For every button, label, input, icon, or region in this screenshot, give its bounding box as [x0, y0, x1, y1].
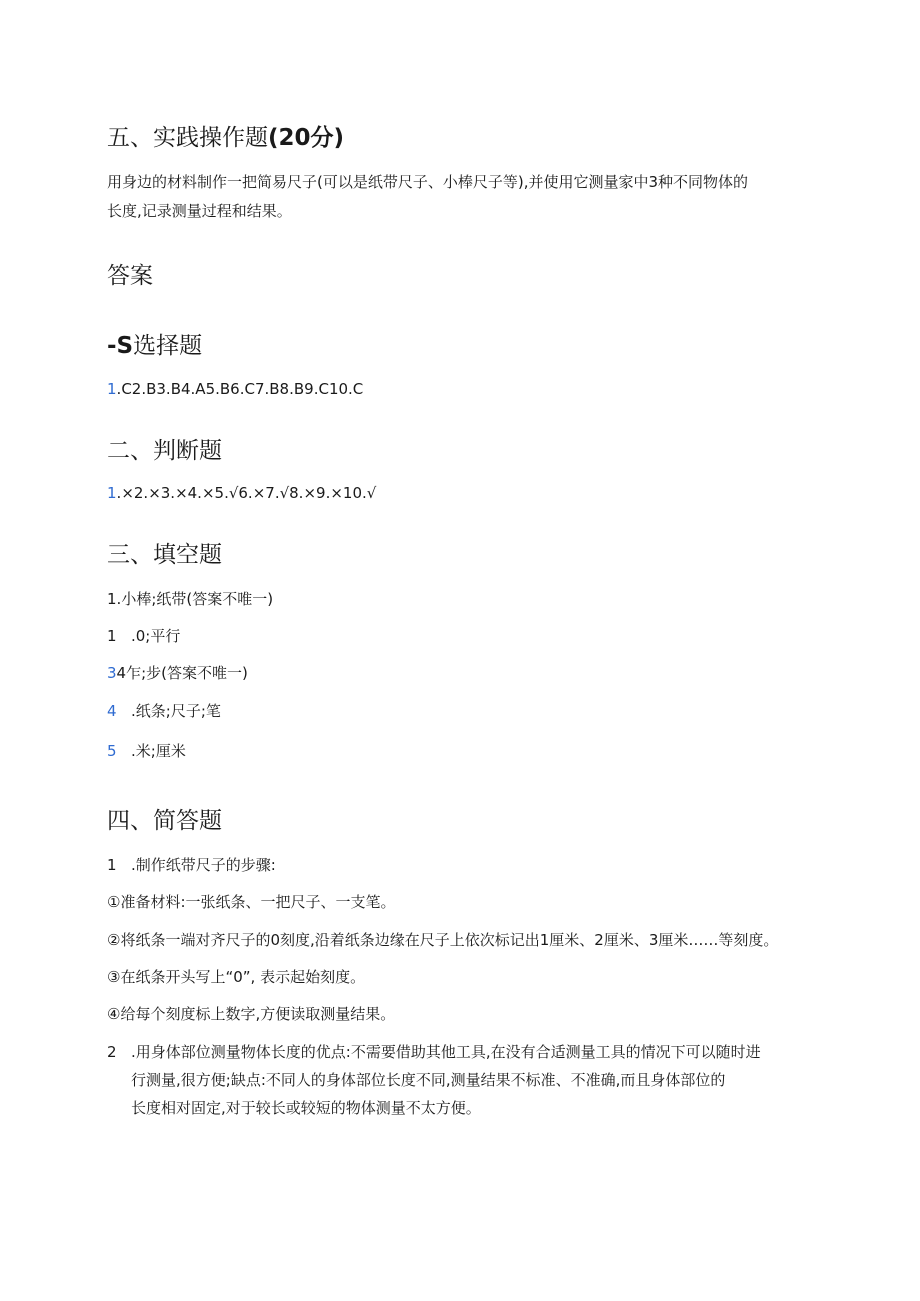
- fill-heading: 三、填空题: [107, 542, 222, 568]
- fill-item-text: .小棒;纸带(答案不唯一): [116, 590, 274, 608]
- short-q1-title: [107, 854, 276, 876]
- fill-item: [107, 700, 221, 722]
- fill-item: [107, 588, 273, 610]
- fill-item-num: 1: [107, 590, 117, 608]
- short-q1-text: .制作纸带尺子的步骤:: [131, 856, 276, 874]
- fill-item: [107, 662, 248, 684]
- choice-answers-num: 1: [107, 380, 117, 398]
- short-q2-line3: 长度相对固定,对于较长或较短的物体测量不太方便。: [131, 1099, 481, 1117]
- choice-heading-text: 选择题: [133, 333, 203, 359]
- short-q1-num: 1: [107, 856, 117, 874]
- short-q2-text: .用身体部位测量物体长度的优点:不需要借助其他工具,在没有合适测量工具的情况下可以随时进: [131, 1043, 761, 1061]
- short-q2-num: 2: [107, 1043, 117, 1061]
- fill-item-text: .纸条;尺子;笔: [131, 702, 221, 720]
- short-step: ④给每个刻度标上数字,方便读取测量结果。: [107, 1005, 396, 1023]
- short-heading: 四、简答题: [107, 808, 222, 834]
- judge-heading: 二、判断题: [107, 438, 222, 464]
- fill-item-num: 5: [107, 742, 117, 760]
- choice-heading-mark: -S: [107, 333, 134, 359]
- fill-item-text: 4乍;步(答案不唯一): [116, 664, 248, 682]
- fill-item-text: .米;厘米: [131, 742, 186, 760]
- section5-heading-main: 五、实践操作题: [107, 125, 268, 151]
- answer-heading: 答案: [107, 263, 153, 289]
- judge-answers: [107, 482, 376, 504]
- judge-answers-text: .×2.×3.×4.×5.√6.×7.√8.×9.×10.√: [116, 484, 377, 502]
- choice-answers: [107, 378, 363, 400]
- section5-body-line2: 长度,记录测量过程和结果。: [107, 202, 292, 220]
- short-q2-line1: [107, 1041, 761, 1063]
- section5-heading: [107, 123, 344, 153]
- short-step: ①准备材料:一张纸条、一把尺子、一支笔。: [107, 893, 396, 911]
- fill-item: [107, 740, 186, 762]
- fill-item-num: 4: [107, 702, 117, 720]
- choice-heading: [107, 331, 202, 361]
- short-step: ③在纸条开头写上“0”, 表示起始刻度。: [107, 968, 366, 986]
- fill-item-num: 3: [107, 664, 117, 682]
- section5-body-line1: 用身边的材料制作一把简易尺子(可以是纸带尺子、小棒尺子等),并使用它测量家中3种不同物体的: [107, 173, 749, 191]
- judge-answers-num: 1: [107, 484, 117, 502]
- section5-heading-score: (20分): [268, 125, 345, 151]
- choice-answers-text: .C2.B3.B4.A5.B6.C7.B8.B9.C10.C: [116, 380, 364, 398]
- fill-item-num: 1: [107, 627, 117, 645]
- short-q2-line2: 行测量,很方便;缺点:不同人的身体部位长度不同,测量结果不标准、不准确,而且身体部位的: [131, 1071, 726, 1089]
- fill-item: [107, 625, 180, 647]
- short-step: ②将纸条一端对齐尺子的0刻度,沿着纸条边缘在尺子上依次标记出1厘米、2厘米、3厘米……等刻度。: [107, 931, 779, 949]
- fill-item-text: .0;平行: [131, 627, 181, 645]
